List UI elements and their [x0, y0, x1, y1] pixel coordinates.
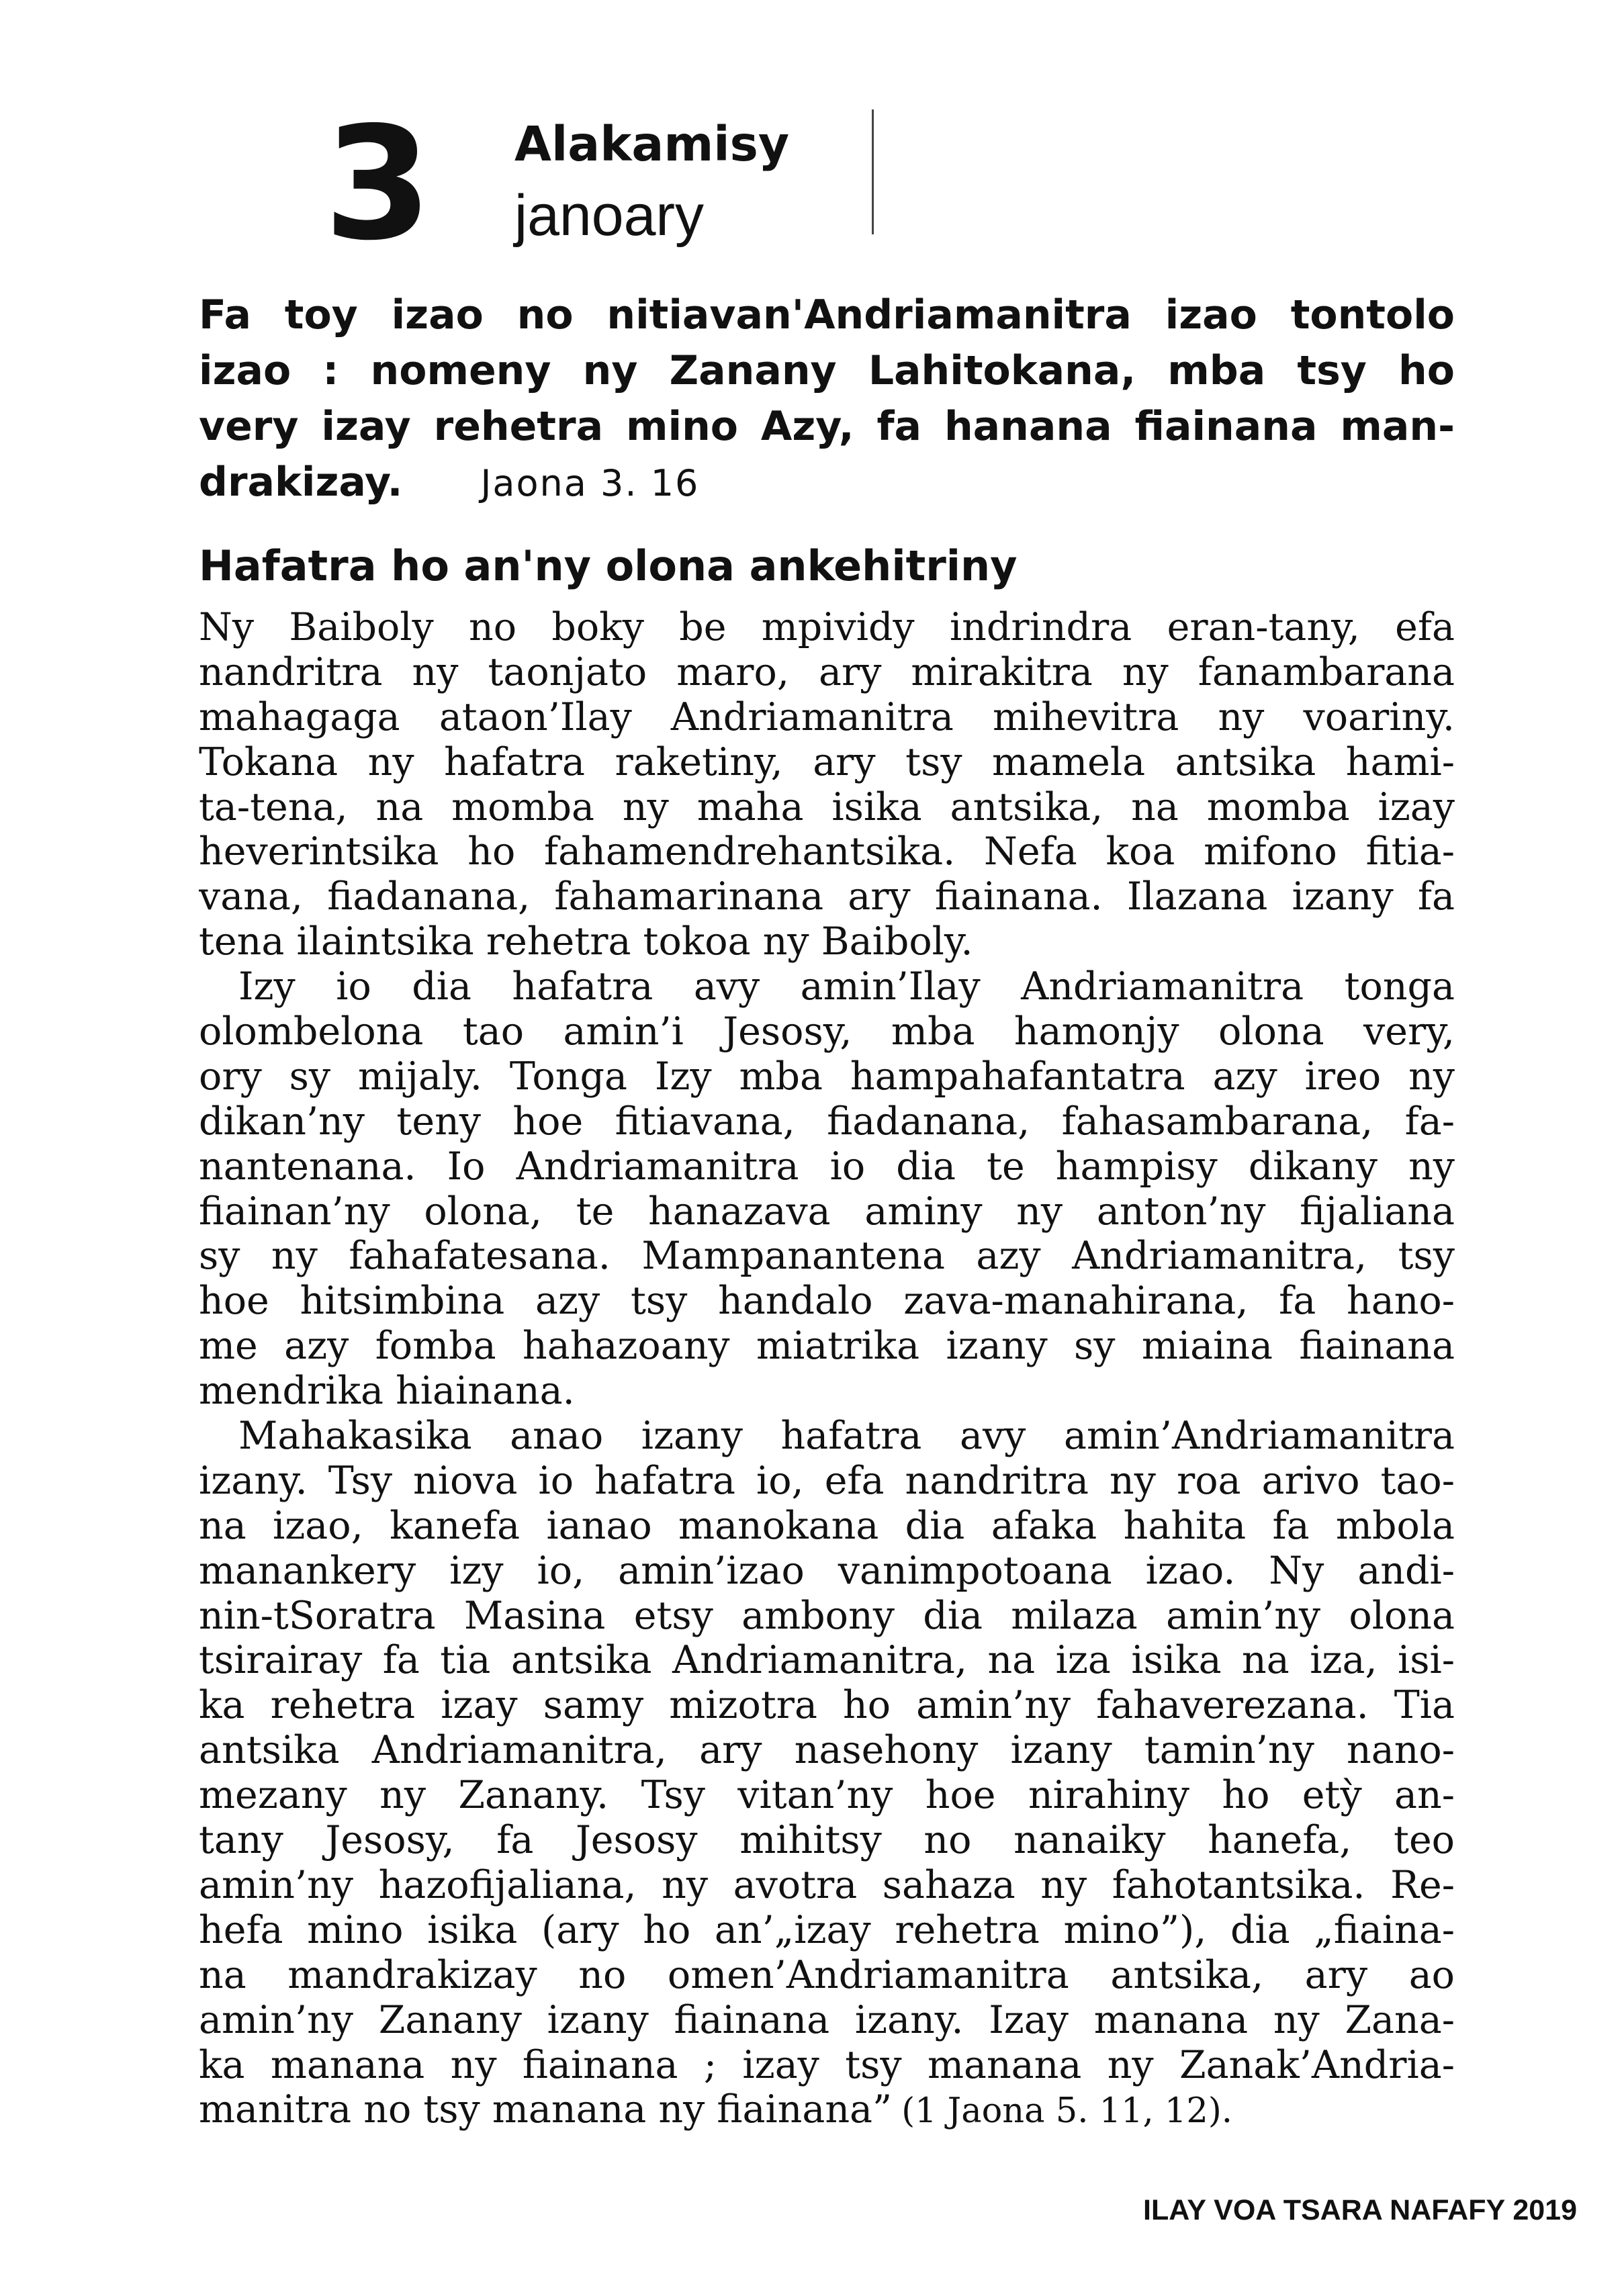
body-line: manitra no tsy manana ny fiainana” — [199, 2087, 893, 2132]
verse-line: Fa toy izao no nitiavan'Andriamanitra izao tontolo — [199, 291, 1455, 338]
body-line: izany. Tsy niova io hafatra io, efa nandritra ny roa arivo tao- — [199, 1458, 1455, 1503]
body-line: tsirairay fa tia antsika Andriamanitra, na iza isika na iza, isi- — [199, 1638, 1455, 1683]
body-line: ka manana ny fiainana ; izay tsy manana ny Zanak’Andria- — [199, 2042, 1455, 2087]
body-line: na izao, kanefa ianao manokana dia afaka hahita fa mbola — [199, 1503, 1455, 1548]
body-line: antsika Andriamanitra, ary nasehony izany tamin’ny nano- — [199, 1728, 1455, 1773]
body-line: Ny Baiboly no boky be mpividy indrindra eran-tany, efa — [199, 605, 1455, 649]
body-line: Mahakasika anao izany hafatra avy amin’Andriamanitra — [238, 1414, 1455, 1459]
weekday: Alakamisy — [514, 116, 790, 172]
body-line: tany Jesosy, fa Jesosy mihitsy no nanaiky hanefa, teo — [199, 1818, 1455, 1863]
body-line: mezany ny Zanany. Tsy vitan’ny hoe nirahiny ho etỳ an- — [199, 1773, 1455, 1818]
body-line: dikan’ny teny hoe fitiavana, fiadanana, fahasambarana, fa- — [199, 1099, 1455, 1144]
month: janoary — [514, 183, 705, 248]
day-number: 3 — [324, 93, 433, 275]
body-line: ka rehetra izay samy mizotra ho amin’ny fahaverezana. Tia — [199, 1683, 1455, 1728]
body-line: Izy io dia hafatra avy amin’Ilay Andriamanitra tonga — [238, 964, 1455, 1009]
body-line: mendrika hiainana. — [199, 1369, 575, 1414]
body-line: na mandrakizay no omen’Andriamanitra antsika, ary ao — [199, 1952, 1455, 1997]
verse-line: izao : nomeny ny Zanany Lahitokana, mba tsy ho — [199, 347, 1455, 394]
vertical-divider — [872, 109, 874, 234]
verse-line: drakizay. — [199, 459, 403, 506]
verse-line: very izay rehetra mino Azy, fa hanana fiainana man- — [199, 403, 1455, 450]
body-line: amin’ny Zanany izany fiainana izany. Izay manana ny Zana- — [199, 1997, 1455, 2042]
body-line: nantenana. Io Andriamanitra io dia te hampisy dikany ny — [199, 1144, 1455, 1189]
verse-last-line — [199, 455, 1455, 510]
body-line: nin-tSoratra Masina etsy ambony dia milaza amin’ny olona — [199, 1593, 1455, 1638]
body-line: nandritra ny taonjato maro, ary mirakitra ny fanambarana — [199, 649, 1455, 694]
body-line: fiainan’ny olona, te hanazava aminy ny anton’ny fijaliana — [199, 1189, 1455, 1234]
body-line: manankery izy io, amin’izao vanimpotoana izao. Ny andi- — [199, 1548, 1455, 1593]
body-last-line — [199, 2087, 1455, 2132]
body-line: vana, fiadanana, fahamarinana ary fiainana. Ilazana izany fa — [199, 874, 1455, 919]
body-line: olombelona tao amin’i Jesosy, mba hamonjy olona very, — [199, 1009, 1455, 1054]
body-line: sy ny fahafatesana. Mampanantena azy Andriamanitra, tsy — [199, 1234, 1455, 1279]
body-line: tena ilaintsika rehetra tokoa ny Baiboly. — [199, 919, 973, 964]
body-line: hoe hitsimbina azy tsy handalo zava-manahirana, fa hano- — [199, 1279, 1455, 1324]
body-line: me azy fomba hahazoany miatrika izany sy miaina fiainana — [199, 1324, 1455, 1369]
body-text — [199, 605, 1455, 2132]
body-line: ory sy mijaly. Tonga Izy mba hampahafantatra azy ireo ny — [199, 1054, 1455, 1099]
bible-citation: (1 Jaona 5. 11, 12). — [901, 2091, 1232, 2132]
section-heading: Hafatra ho an'ny olona ankehitriny — [199, 541, 1018, 590]
verse-reference: Jaona 3. 16 — [480, 462, 700, 504]
body-line: mahagaga ataon’Ilay Andriamanitra mihevitra ny voariny. — [199, 694, 1455, 739]
daily-verse — [199, 287, 1455, 510]
body-line: hefa mino isika (ary ho an’„izay rehetra mino”), dia „fiaina- — [199, 1907, 1455, 1952]
body-line: ta-tena, na momba ny maha isika antsika, na momba izay — [199, 784, 1455, 829]
body-line: Tokana ny hafatra raketiny, ary tsy mamela antsika hami- — [199, 739, 1455, 784]
body-line: amin’ny hazofijaliana, ny avotra sahaza ny fahotantsika. Re- — [199, 1862, 1455, 1907]
body-line: heverintsika ho fahamendrehantsika. Nefa koa mifono fitia- — [199, 829, 1455, 874]
footer-publication: ILAY VOA TSARA NAFAFY 2019 — [1143, 2194, 1577, 2226]
